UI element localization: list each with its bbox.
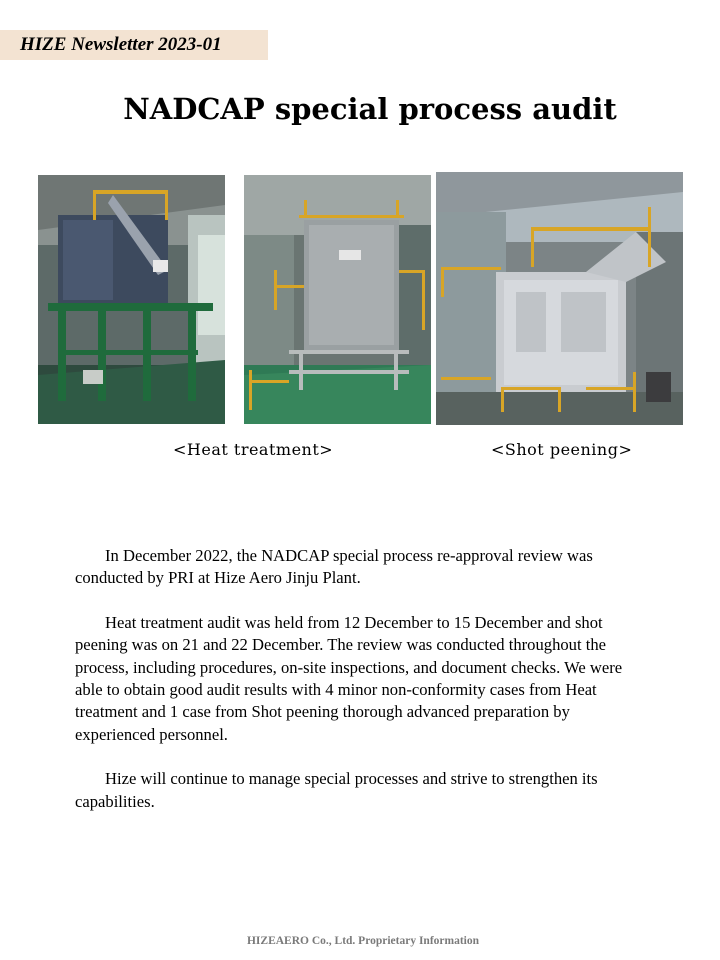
paragraph-2: Heat treatment audit was held from 12 December to 15 December and shot peening was on 21 and 22 December. The review was conducted throughout the process, including procedures, on-site inspections, and document checks. We were able to obtain good audit results with 4 minor non-conformity cases from Heat treatment and 1 case from Shot peening thorough advanced preparation by experienced personnel. [75, 612, 623, 744]
heat-treatment-caption: <Heat treatment> [173, 440, 334, 459]
newsletter-tag: HIZE Newsletter 2023-01 [0, 30, 268, 60]
shot-peening-caption: <Shot peening> [491, 440, 633, 459]
page-title: NADCAP special process audit [123, 92, 617, 126]
article-body [75, 545, 650, 835]
proprietary-footer: HIZEAERO Co., Ltd. Proprietary Information [246, 935, 480, 947]
shot-peening-photo [436, 172, 683, 425]
heat-treatment-photo-2 [244, 175, 431, 424]
paragraph-1: In December 2022, the NADCAP special process re-approval review was conducted by PRI at Hize Aero Jinju Plant. [75, 546, 593, 588]
heat-treatment-photo-1 [38, 175, 225, 424]
paragraph-3: Hize will continue to manage special processes and strive to strengthen its capabilities. [75, 769, 598, 811]
